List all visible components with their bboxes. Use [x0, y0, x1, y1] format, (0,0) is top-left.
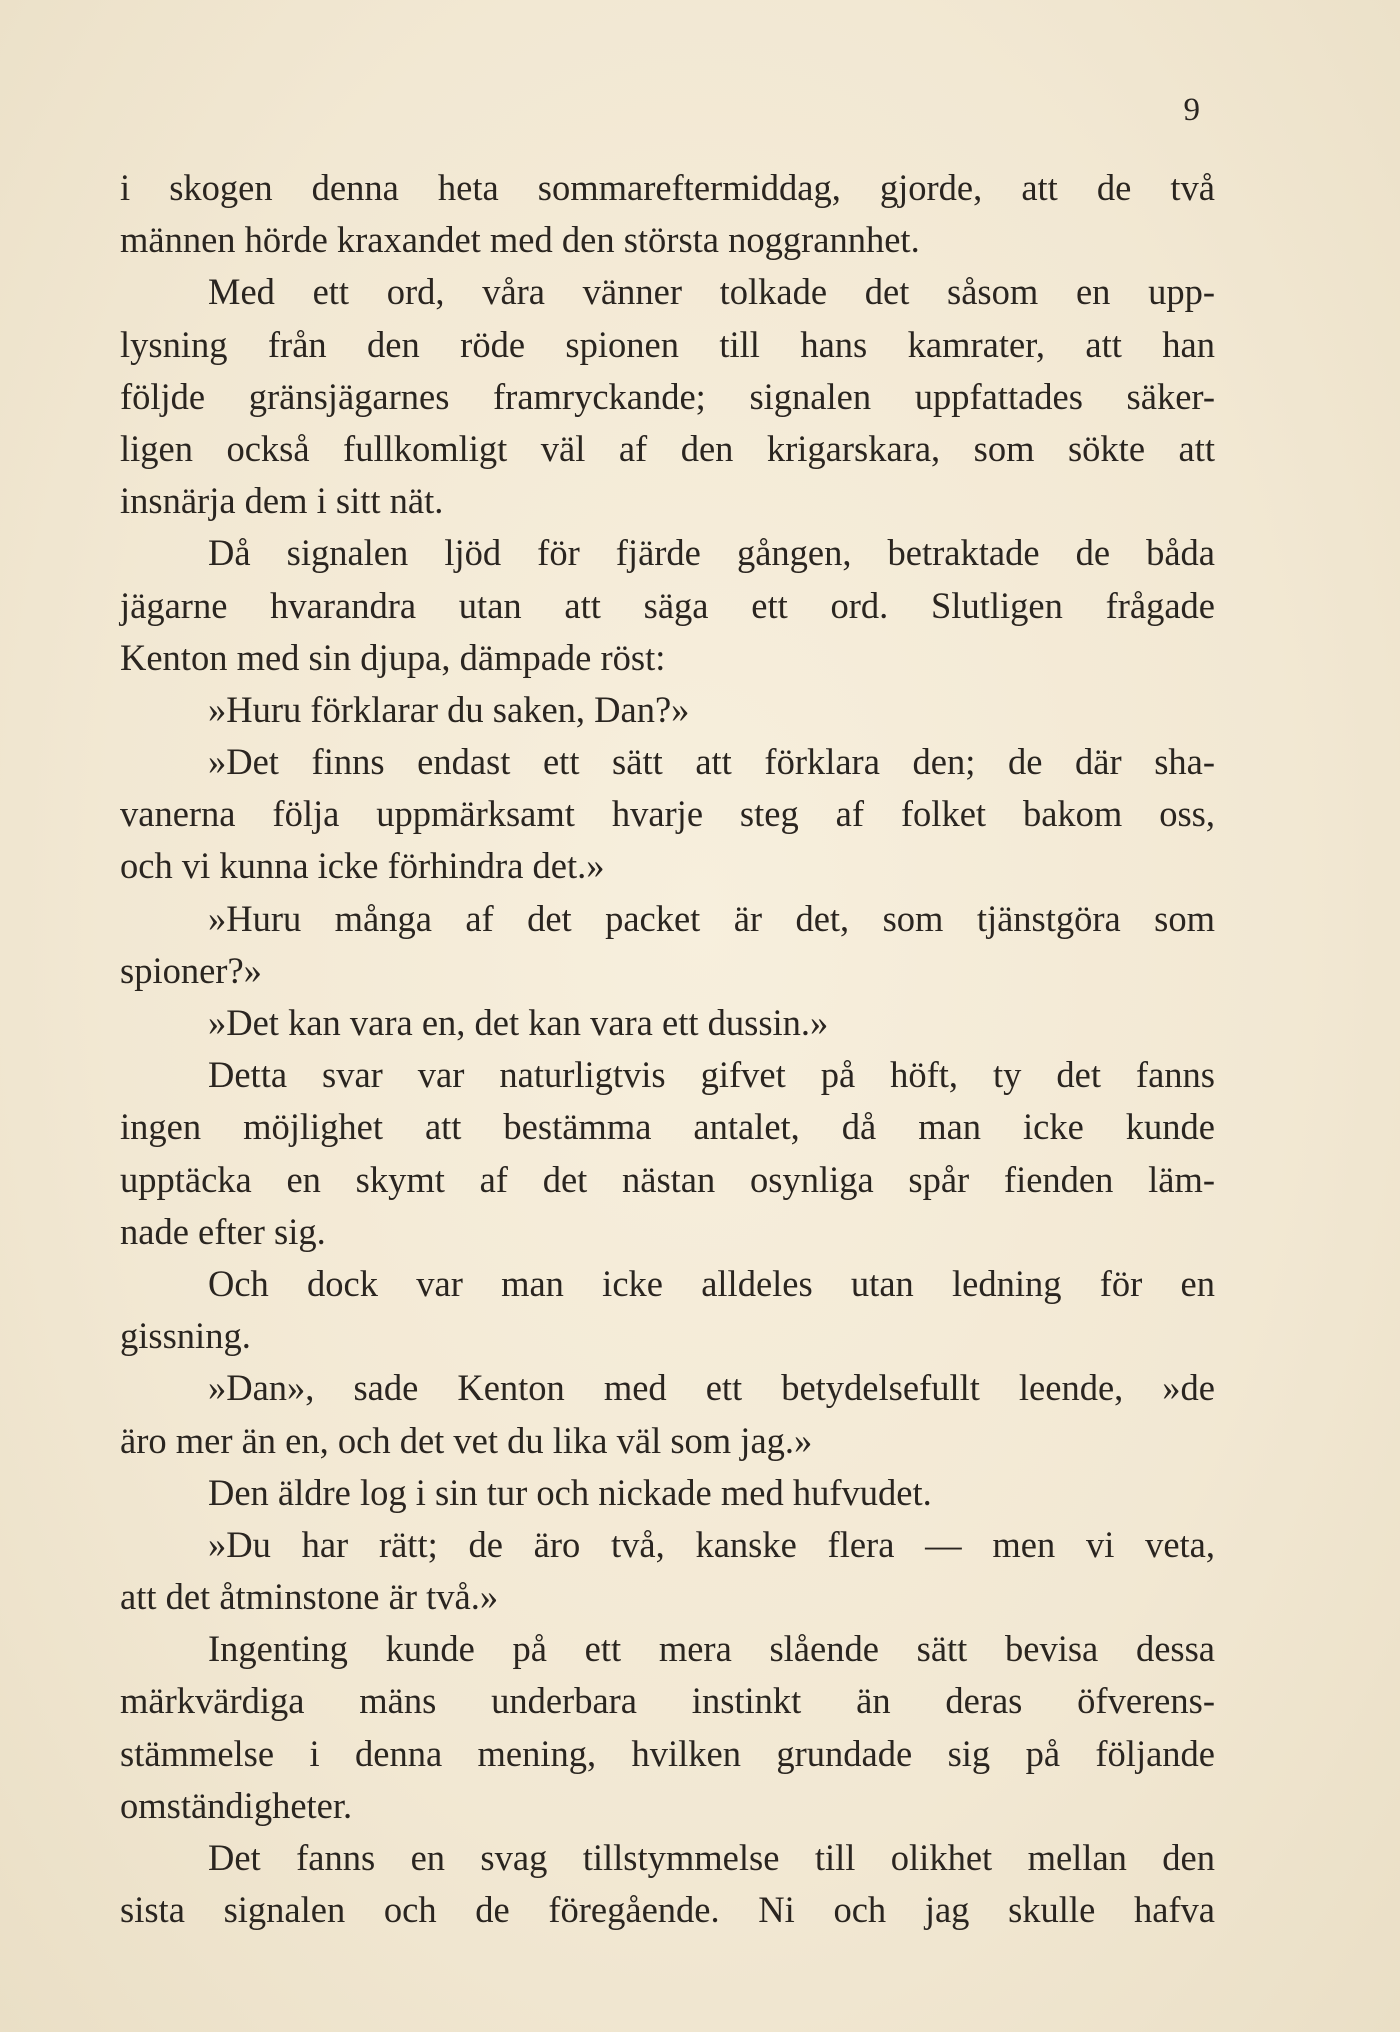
- text-line: »Det kan vara en, det kan vara ett dussin.»: [208, 1002, 829, 1043]
- text-line: och vi kunna icke förhindra det.»: [120, 845, 605, 887]
- text-line: »Huru många af det packet är det, som tjänstgöra som: [208, 897, 1215, 939]
- text-line: lysning från den röde spionen till hans kamrater, att han: [120, 323, 1215, 365]
- text-line: Och dock var man icke alldeles utan ledning för en: [208, 1262, 1215, 1304]
- text-line: »Du har rätt; de äro två, kanske flera — men vi veta,: [208, 1523, 1215, 1565]
- text-line: omständigheter.: [120, 1784, 353, 1826]
- text-line: insnärja dem i sitt nät.: [120, 480, 444, 522]
- text-line: »Dan», sade Kenton med ett betydelsefullt leende, »de: [208, 1367, 1215, 1409]
- text-line: spioner?»: [120, 949, 262, 991]
- text-line: Detta svar var naturligtvis gifvet på höft, ty det fanns: [208, 1054, 1215, 1096]
- text-line: Kenton med sin djupa, dämpade röst:: [120, 636, 666, 678]
- text-line: äro mer än en, och det vet du lika väl som jag.»: [120, 1419, 813, 1461]
- text-line: Då signalen ljöd för fjärde gången, betraktade de båda: [208, 532, 1215, 574]
- text-line: sista signalen och de föregående. Ni och jag skulle hafva: [120, 1889, 1215, 1931]
- text-line: upptäcka en skymt af det nästan osynliga spår fienden läm-: [120, 1158, 1215, 1200]
- page-number: 9: [1183, 92, 1200, 128]
- body-text: [120, 162, 1215, 1936]
- text-line: »Huru förklarar du saken, Dan?»: [208, 688, 690, 730]
- text-line: stämmelse i denna mening, hvilken grundade sig på följande: [120, 1732, 1215, 1774]
- text-line: »Det finns endast ett sätt att förklara den; de där sha-: [208, 741, 1215, 783]
- text-line: i skogen denna heta sommareftermiddag, gjorde, att de två: [120, 167, 1215, 208]
- text-line: jägarne hvarandra utan att säga ett ord. Slutligen frågade: [120, 584, 1215, 626]
- text-line: Med ett ord, våra vänner tolkade det såsom en upp-: [208, 271, 1215, 313]
- text-line: Ingenting kunde på ett mera slående sätt bevisa dessa: [208, 1628, 1215, 1670]
- text-line: märkvärdiga mäns underbara instinkt än deras öfverens-: [120, 1680, 1215, 1722]
- text-line: att det åtminstone är två.»: [120, 1576, 499, 1618]
- text-line: Den äldre log i sin tur och nickade med hufvudet.: [208, 1471, 932, 1513]
- text-line: vanerna följa uppmärksamt hvarje steg af folket bakom oss,: [120, 793, 1215, 835]
- text-line: ligen också fullkomligt väl af den krigarskara, som sökte att: [120, 427, 1215, 469]
- text-line: ingen möjlighet att bestämma antalet, då man icke kunde: [120, 1106, 1215, 1148]
- text-line: nade efter sig.: [120, 1210, 326, 1252]
- text-line: gissning.: [120, 1315, 251, 1357]
- text-line: följde gränsjägarnes framryckande; signalen uppfattades säker-: [120, 375, 1215, 417]
- text-line: männen hörde kraxandet med den största noggrannhet.: [120, 219, 920, 261]
- text-line: Det fanns en svag tillstymmelse till olikhet mellan den: [208, 1837, 1215, 1878]
